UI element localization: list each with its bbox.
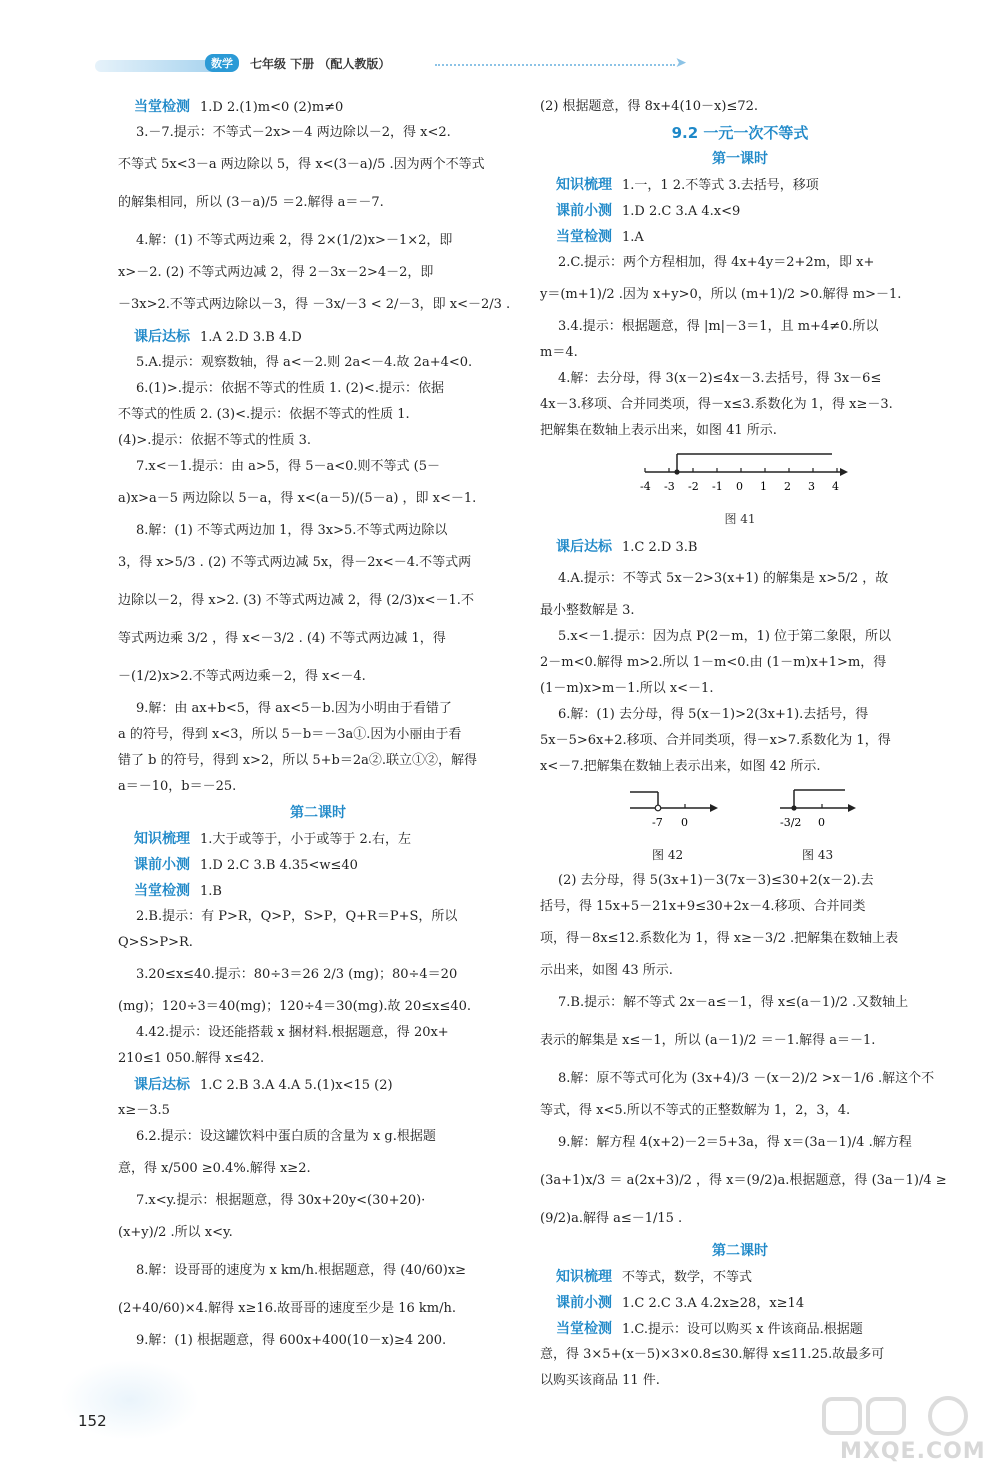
right-line — [540, 1342, 940, 1368]
left-line-text: a)x>a－5 两边除以 5－a，得 x<(a－5)/(5－a) ，即 x<－1. — [118, 491, 477, 506]
right-line-text: 1.C.提示：设可以购买 x 件该商品.根据题 — [622, 1322, 863, 1337]
left-line-text: 不等式的性质 2. (3)<.提示：依据不等式的性质 1. — [118, 407, 410, 422]
left-line-text: 1.大于或等于，小于或等于 2.右，左 — [200, 832, 411, 847]
right-line-text: 表示的解集是 x≤－1，所以 (a－1)/2 ＝－1.解得 a＝－1. — [540, 1033, 876, 1048]
left-line-text: 等式两边乘 3/2 ，得 x<－3/2 . (4) 不等式两边减 1，得 — [118, 631, 446, 646]
right-line-text: 1.D 2.C 3.A 4.x<9 — [622, 204, 741, 219]
left-line-text: x≥－3.5 — [118, 1103, 170, 1118]
left-line — [118, 544, 518, 582]
left-line — [118, 1214, 518, 1252]
page-number: 152 — [78, 1412, 107, 1430]
right-line — [540, 702, 940, 728]
right-line — [540, 314, 940, 340]
left-line-text: 9.解：(1) 根据题意，得 600x+400(10－x)≥4 200. — [136, 1333, 447, 1348]
left-line — [118, 146, 518, 184]
right-section-label: 知识梳理 — [556, 177, 612, 193]
left-line — [118, 994, 518, 1020]
left-line — [118, 878, 518, 904]
fig41-tick-label: -3 — [664, 480, 675, 493]
right-line-text: 4.A.提示：不等式 5x－2>3(x+1) 的解集是 x>5/2 ，故 — [558, 571, 889, 586]
left-line — [118, 454, 518, 480]
left-lesson-title: 第二课时 — [290, 805, 346, 821]
left-line-text: a 的符号，得到 x<3，所以 5－b＝－3a①.因为小丽由于看 — [118, 727, 462, 742]
right-line-text: 8.解：原不等式可化为 (3x+4)/3 －(x－2)/2 >x－1/6 .解这个不 — [558, 1071, 935, 1086]
right-line — [540, 418, 940, 444]
left-line-text: 8.解：设哥哥的速度为 x km/h.根据题意，得 (40/60)x≥ — [136, 1263, 467, 1278]
left-line-text: 4.解：(1) 不等式两边乘 2，得 2×(1/2)x>－1×2，即 — [136, 233, 453, 248]
left-line — [118, 852, 518, 878]
left-line-text: －3x>2.不等式两边除以－3，得 －3x/－3 < 2/－3，即 x<－2/3 . — [118, 297, 511, 312]
left-section-label: 知识梳理 — [134, 831, 190, 847]
fig43-tick-label-0: 0 — [818, 816, 825, 829]
right-line — [540, 1200, 940, 1238]
left-line — [118, 1124, 518, 1150]
left-line — [118, 1046, 518, 1072]
figure-41 — [540, 444, 940, 534]
left-line — [118, 774, 518, 800]
right-line — [540, 94, 940, 120]
header-swoosh-decoration — [95, 60, 215, 72]
right-line-text: (1－m)x>m－1.所以 x<－1. — [540, 681, 714, 696]
left-line-text: 1.B — [200, 884, 222, 899]
right-line — [540, 728, 940, 754]
right-line — [540, 1316, 940, 1342]
right-line-text: 5.x<－1.提示：因为点 P(2－m，1) 位于第二象限，所以 — [558, 629, 892, 644]
right-line-text: 示出来，如图 43 所示. — [540, 963, 673, 978]
left-line-text: 1.A 2.D 3.B 4.D — [200, 330, 302, 345]
right-line — [540, 1022, 940, 1060]
left-line-text: 意，得 x/500 ≥0.4%.解得 x≥2. — [118, 1161, 311, 1176]
left-line — [118, 1072, 518, 1098]
right-section-label: 课前小测 — [556, 1295, 612, 1311]
left-line — [118, 480, 518, 518]
left-line-text: 3.20≤x≤40.提示：80÷3＝26 2/3 (mg)；80÷4＝20 — [136, 967, 458, 982]
right-line — [540, 676, 940, 702]
right-section-label: 课前小测 — [556, 203, 612, 219]
left-line — [118, 260, 518, 286]
left-column — [118, 94, 518, 1354]
left-line — [118, 620, 518, 658]
right-line-text: 等式，得 x<5.所以不等式的正整数解为 1，2，3，4. — [540, 1103, 851, 1118]
right-line-text: (3a+1)x/3 ＝ a(2x+3)/2 ，得 x＝(9/2)a.根据题意，得 (3a－1)/4 ≥ — [540, 1173, 947, 1188]
right-line-text: (9/2)a.解得 a≤－1/15 . — [540, 1211, 683, 1226]
right-line — [540, 250, 940, 276]
left-line — [118, 350, 518, 376]
left-section-label: 课后达标 — [134, 329, 190, 345]
right-line-text: 4.解：去分母，得 3(x－2)≤4x－3.去括号，得 3x－6≤ — [558, 371, 882, 386]
right-line-text: m＝4. — [540, 345, 578, 360]
left-line — [118, 748, 518, 774]
right-line-text: 2.C.提示：两个方程相加，得 4x+4y＝2+2m，即 x+ — [558, 255, 875, 270]
left-section-label: 课前小测 — [134, 857, 190, 873]
left-line-text: x>－2. (2) 不等式两边减 2，得 2－3x－2>4－2，即 — [118, 265, 434, 280]
right-line — [540, 534, 940, 560]
right-section-label: 当堂检测 — [556, 1321, 612, 1337]
section-title: 9.2 一元一次不等式 — [671, 124, 809, 142]
left-line — [118, 956, 518, 994]
fig41-tick-label: -4 — [640, 480, 651, 493]
fig41-tick-label: 2 — [784, 480, 791, 493]
lesson-title-first: 第一课时 — [712, 151, 768, 167]
right-line-text: 1.一，1 2.不等式 3.去括号，移项 — [622, 178, 819, 193]
right-line-text: 4x－3.移项、合并同类项，得－x≤3.系数化为 1，得 x≥－3. — [540, 397, 893, 412]
right-line-text: 不等式，数学，不等式 — [622, 1270, 753, 1285]
right-line — [540, 224, 940, 250]
right-line-text: 6.解：(1) 去分母，得 5(x－1)>2(3x+1).去括号，得 — [558, 707, 869, 722]
left-line-text: 3，得 x>5/3 . (2) 不等式两边减 5x，得－2x<－4.不等式两 — [118, 555, 472, 570]
left-line — [118, 826, 518, 852]
left-line-text: 3.－7.提示：不等式－2x>－4 两边除以－2，得 x<2. — [136, 125, 451, 140]
right-line-text: y＝(m+1)/2 .因为 x+y>0，所以 (m+1)/2 >0.解得 m>－1. — [540, 287, 902, 302]
right-line-text: 1.C 2.D 3.B — [622, 540, 698, 555]
left-line — [118, 904, 518, 930]
left-line-text: (4)>.提示：依据不等式的性质 3. — [118, 433, 311, 448]
left-line — [118, 94, 518, 120]
left-line — [118, 930, 518, 956]
left-line-text: 9.解：由 ax+b<5，得 ax<5－b.因为小明由于看错了 — [136, 701, 452, 716]
right-line — [540, 754, 940, 780]
header-title: 七年级 下册 （配人教版） — [250, 57, 391, 71]
right-line-text: 括号，得 15x+5－21x+9≤30+2x－4.移项、合并同类 — [540, 899, 866, 914]
left-line-text: 的解集相同，所以 (3－a)/5 ＝2.解得 a＝－7. — [118, 195, 384, 210]
left-line-text: 错了 b 的符号，得到 x>2，所以 5+b＝2a②.联立①②，解得 — [118, 753, 477, 768]
right-line-text: 以购买该商品 11 件. — [540, 1373, 660, 1388]
right-line-text: 5x－5>6x+2.移项、合并同类项，得－x>7.系数化为 1，得 — [540, 733, 891, 748]
fig41-tick-label: -2 — [688, 480, 699, 493]
left-line — [118, 518, 518, 544]
left-line — [118, 658, 518, 696]
right-column — [540, 94, 947, 1394]
right-section-label: 知识梳理 — [556, 1269, 612, 1285]
left-line-text: 不等式 5x<3－a 两边除以 5，得 x<(3－a)/5 .因为两个不等式 — [118, 157, 485, 172]
left-line — [118, 428, 518, 454]
right-line — [540, 1098, 940, 1124]
number-line-41 — [540, 444, 940, 510]
left-section-label: 课后达标 — [134, 1077, 190, 1093]
right-line — [540, 984, 940, 1022]
right-line-text: 把解集在数轴上表示出来，如图 41 所示. — [540, 423, 777, 438]
right-line-text: x<－7.把解集在数轴上表示出来，如图 42 所示. — [540, 759, 821, 774]
left-line-text: 1.D 2.C 3.B 4.35<w≤40 — [200, 858, 358, 873]
watermark-text: MXQE.COM — [840, 1439, 986, 1464]
right-line — [540, 650, 940, 676]
right-line-text: 最小整数解是 3. — [540, 603, 635, 618]
fig41-tick-label: -1 — [712, 480, 723, 493]
right-line — [540, 1162, 947, 1200]
right-line — [540, 868, 940, 894]
right-line — [540, 198, 940, 224]
left-line-text: (2+40/60)×4.解得 x≥16.故哥哥的速度至少是 16 km/h. — [118, 1301, 456, 1316]
watermark-logo — [820, 1395, 990, 1437]
left-line — [118, 1150, 518, 1188]
left-line — [118, 184, 518, 222]
right-line — [540, 1368, 940, 1394]
right-section-label: 课后达标 — [556, 539, 612, 555]
right-line — [540, 366, 940, 392]
left-line — [118, 1020, 518, 1046]
right-line — [540, 598, 940, 624]
left-line-text: 6.(1)>.提示：依据不等式的性质 1. (2)<.提示：依据 — [136, 381, 444, 396]
left-line-text: 7.x<－1.提示：由 a>5，得 5－a<0.则不等式 (5－ — [136, 459, 441, 474]
left-line-text: 2.B.提示：有 P>R，Q>P，S>P，Q+R＝P+S，所以 — [136, 909, 458, 924]
left-line-text: a＝－10，b＝－25. — [118, 779, 237, 794]
right-line-text: 7.B.提示：解不等式 2x－a≤－1，得 x≤(a－1)/2 .又数轴上 — [558, 995, 909, 1010]
left-line-text: 5.A.提示：观察数轴，得 a<－2.则 2a<－4.故 2a+4<0. — [136, 355, 473, 370]
subject-badge: 数学 — [205, 54, 239, 72]
right-line — [540, 340, 940, 366]
right-line — [540, 1060, 940, 1098]
figure-43-caption: 图 43 — [802, 848, 834, 862]
left-line — [118, 1252, 518, 1290]
fig42-tick-label-0: 0 — [681, 816, 688, 829]
fig42-tick-label-neg7: -7 — [652, 816, 663, 829]
left-line — [118, 120, 518, 146]
left-line-text: Q>S>P>R. — [118, 935, 193, 950]
left-line — [118, 1328, 518, 1354]
right-line-text: 9.解：解方程 4(x+2)－2＝5+3a，得 x＝(3a－1)/4 .解方程 — [558, 1135, 912, 1150]
left-line-text: (x+y)/2 .所以 x<y. — [118, 1225, 233, 1240]
figure-41-caption: 图 41 — [724, 512, 756, 526]
fig43-tick-label-neg3-2: -3/2 — [780, 816, 802, 829]
watermark — [820, 1395, 990, 1470]
right-line — [540, 1290, 940, 1316]
left-line — [118, 1188, 518, 1214]
right-line — [540, 920, 940, 958]
header-dotted-rule — [435, 64, 675, 66]
figure-42-caption: 图 42 — [652, 848, 684, 862]
left-line-text: 6.2.提示：设这罐饮料中蛋白质的含量为 x g.根据题 — [136, 1129, 436, 1144]
right-line-text: (2) 去分母，得 5(3x+1)－3(7x－3)≤30+2(x－2).去 — [558, 873, 874, 888]
left-line — [118, 286, 518, 324]
right-line-text: 3.4.提示：根据题意，得 |m|－3＝1，且 m+4≠0.所以 — [558, 319, 879, 334]
left-line — [118, 722, 518, 748]
left-line — [118, 402, 518, 428]
right-line — [540, 276, 940, 314]
fig41-tick-label: 4 — [832, 480, 839, 493]
lesson-title-second: 第二课时 — [712, 1243, 768, 1259]
right-line-text: 2－m<0.解得 m>2.所以 1－m<0.由 (1－m)x+1>m，得 — [540, 655, 887, 670]
left-line — [118, 1098, 518, 1124]
fig41-tick-label: 1 — [760, 480, 767, 493]
left-line — [118, 222, 518, 260]
right-section-label: 当堂检测 — [556, 229, 612, 245]
right-line — [540, 894, 940, 920]
left-line-text: －(1/2)x>2.不等式两边乘－2，得 x<－4. — [118, 669, 366, 684]
right-line-text: (2) 根据题意，得 8x+4(10－x)≤72. — [540, 99, 759, 114]
right-line — [540, 392, 940, 418]
left-line-text: 8.解：(1) 不等式两边加 1，得 3x>5.不等式两边除以 — [136, 523, 448, 538]
left-line-text: 210≤1 050.解得 x≤42. — [118, 1051, 265, 1066]
left-line-text: 1.C 2.B 3.A 4.A 5.(1)x<15 (2) — [200, 1078, 393, 1093]
left-line-text: 7.x<y.提示：根据题意，得 30x+20y<(30+20)· — [136, 1193, 426, 1208]
left-line — [118, 696, 518, 722]
right-line-text: 1.A — [622, 230, 644, 245]
left-line-text: 4.42.提示：设还能搭载 x 捆材料.根据题意，得 20x+ — [136, 1025, 449, 1040]
right-line — [540, 1124, 940, 1162]
right-line — [540, 624, 940, 650]
right-line — [540, 1264, 940, 1290]
right-line-text: 意，得 3×5+(x－5)×3×0.8≤30.解得 x≤11.25.故最多可 — [540, 1347, 885, 1362]
left-section-label: 当堂检测 — [134, 99, 190, 115]
left-line-text: 1.D 2.(1)m<0 (2)m≠0 — [200, 100, 344, 115]
right-line-text: 1.C 2.C 3.A 4.2x≥28，x≥14 — [622, 1296, 805, 1311]
right-line — [540, 958, 940, 984]
left-line — [118, 1290, 518, 1328]
left-line — [118, 324, 518, 350]
left-line-text: (mg)；120÷3＝40(mg)；120÷4＝30(mg).故 20≤x≤40. — [118, 999, 472, 1014]
right-line-text: 项，得－8x≤12.系数化为 1，得 x≥－3/2 .把解集在数轴上表 — [540, 931, 899, 946]
left-line-text: 边除以－2，得 x>2. (3) 不等式两边减 2，得 (2/3)x<－1.不 — [118, 593, 474, 608]
left-line — [118, 582, 518, 620]
number-lines-42-43 — [540, 780, 940, 846]
left-section-label: 当堂检测 — [134, 883, 190, 899]
right-line — [540, 172, 940, 198]
figures-42-43 — [540, 780, 940, 868]
right-line — [540, 560, 940, 598]
fig41-tick-label: 0 — [736, 480, 743, 493]
fig41-tick-label: 3 — [808, 480, 815, 493]
page-header — [95, 52, 695, 78]
header-arrow-icon: ➤ — [675, 55, 687, 71]
left-line — [118, 376, 518, 402]
